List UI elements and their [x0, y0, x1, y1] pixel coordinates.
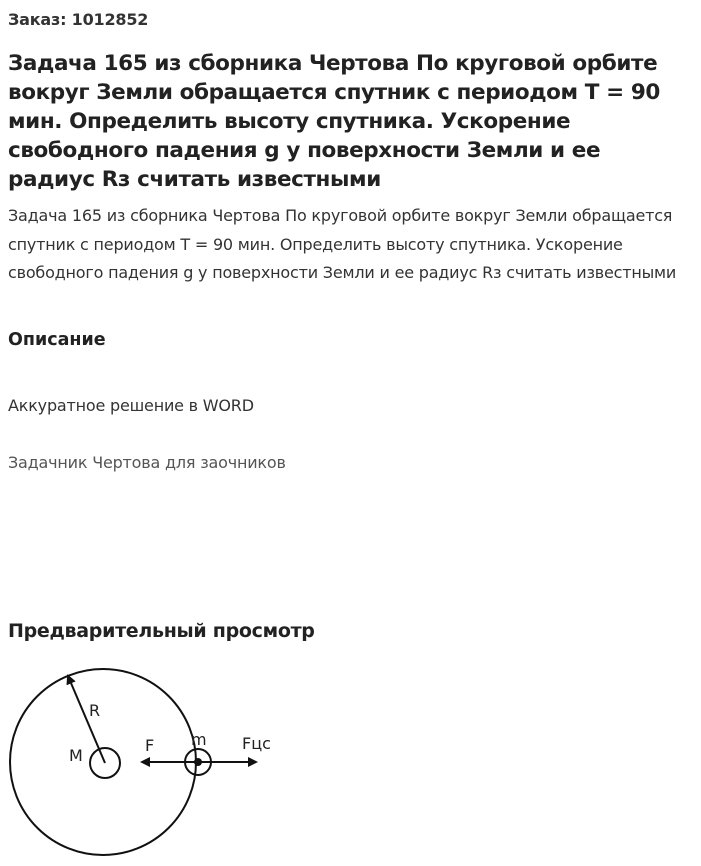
description-heading: Описание [8, 330, 106, 350]
label-gravity-force: F [145, 736, 155, 755]
preview-heading: Предварительный просмотр [8, 620, 315, 642]
task-description: Задача 165 из сборника Чертова По круговой орбите вокруг Земли обращается спутник с периодом T = 90 мин. Определить высоту спутника. Ускорение свободного падения g у поверхности Земли и ее радиус Rз считать известными [8, 206, 677, 282]
order-number: Заказ: 1012852 [8, 10, 149, 29]
label-centrifugal-force: Fцс [242, 734, 271, 753]
solution-format-text: Аккуратное решение в WORD [8, 396, 254, 415]
label-satellite-mass: m [191, 730, 207, 749]
label-radius: R [89, 701, 101, 720]
source-book-text: Задачник Чертова для заочников [8, 453, 286, 472]
page-title: Задача 165 из сборника Чертова По круговой орбите вокруг Земли обращается спутник с периодом T = 90 мин. Определить высоту спутника. Ускорение свободного падения g у поверхности Земли и ее радиус Rз считать известными [8, 51, 660, 192]
label-earth-mass: M [69, 746, 83, 765]
orbit-diagram [0, 660, 320, 866]
